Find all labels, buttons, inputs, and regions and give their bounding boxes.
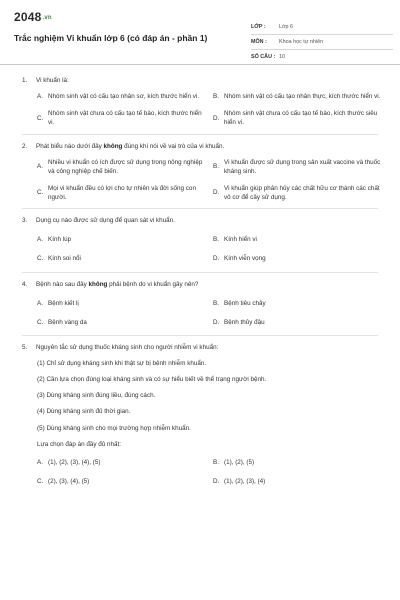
- option-text: Vi khuẩn giúp phân hủy các chất hữu cơ thành các chất vô cơ để cây sử dụng.: [224, 184, 380, 201]
- statement: (4) Dùng kháng sinh đủ thời gian.: [37, 408, 131, 416]
- option-letter: B.: [213, 236, 219, 244]
- option-letter: A.: [37, 458, 43, 466]
- option-letter: D.: [213, 477, 220, 485]
- option-text: Bệnh vàng da: [48, 318, 87, 326]
- option-d[interactable]: [213, 254, 385, 263]
- meta-row-count: [251, 50, 393, 65]
- option-c[interactable]: [37, 184, 209, 202]
- option-text: Bệnh tiêu chảy: [224, 299, 266, 307]
- statement: (3) Dùng kháng sinh đúng liều, đúng cách.: [37, 392, 156, 400]
- option-letter: B.: [213, 93, 219, 101]
- answer-options: [37, 158, 392, 203]
- option-letter: D.: [213, 114, 220, 122]
- option-b[interactable]: [213, 235, 385, 244]
- question-4: [22, 273, 392, 335]
- question-text-part: phải bệnh do vi khuẩn gây nên?: [107, 280, 199, 288]
- question-5: [22, 336, 392, 486]
- question-header: [22, 76, 392, 85]
- option-letter: C.: [37, 477, 44, 485]
- option-text: Bệnh kiết lị: [48, 299, 79, 307]
- question-number: 1.: [22, 77, 28, 84]
- option-letter: C.: [37, 318, 44, 326]
- option-a[interactable]: [37, 92, 209, 101]
- meta-row-subject: [251, 35, 393, 50]
- question-text-part: đúng khi nói về vai trò của vi khuẩn.: [122, 142, 225, 150]
- answer-prompt: Lựa chọn đáp án đầy đủ nhất:: [37, 440, 122, 448]
- question-text-part: Phát biểu nào dưới đây: [36, 142, 104, 150]
- option-letter: A.: [37, 236, 43, 244]
- option-c[interactable]: [37, 477, 209, 486]
- question-text-part: Bệnh nào sau đây: [36, 280, 89, 288]
- logo-suffix: .vn: [42, 14, 52, 21]
- meta-row-grade: [251, 20, 393, 35]
- option-letter: C.: [37, 114, 44, 122]
- option-b[interactable]: [213, 158, 385, 176]
- option-text: Kính soi nổi: [48, 255, 81, 263]
- answer-options: [37, 458, 392, 486]
- meta-value: 10: [279, 54, 285, 60]
- option-b[interactable]: [213, 92, 385, 101]
- option-a[interactable]: [37, 299, 209, 308]
- question-emphasis: không: [88, 280, 108, 288]
- option-text: Kính lúp: [48, 236, 72, 244]
- question-2: [22, 135, 392, 209]
- option-letter: B.: [213, 299, 219, 307]
- option-text: (1), (2), (3), (4): [224, 477, 266, 485]
- option-c[interactable]: [37, 318, 209, 327]
- option-text: Kính viễn vọng: [224, 255, 266, 263]
- option-letter: B.: [213, 163, 219, 171]
- question-text: [36, 76, 392, 85]
- option-a[interactable]: [37, 158, 209, 176]
- question-emphasis: không: [103, 142, 123, 150]
- site-logo[interactable]: [14, 10, 52, 24]
- option-text: Nhóm sinh vật chưa có cấu tạo tế bào, kích thước hiển vi.: [48, 110, 202, 127]
- option-c[interactable]: [37, 109, 209, 127]
- question-list: [22, 76, 392, 486]
- question-number: 2.: [22, 142, 28, 150]
- option-a[interactable]: [37, 458, 209, 467]
- option-text: (1), (2), (5): [224, 458, 255, 466]
- option-letter: D.: [213, 255, 220, 263]
- question-header: [22, 142, 392, 151]
- meta-key: MÔN :: [251, 39, 267, 45]
- meta-key: LỚP :: [251, 24, 266, 30]
- option-letter: A.: [37, 299, 43, 307]
- header-divider: [0, 64, 400, 65]
- quiz-meta: [251, 20, 393, 65]
- question-text-part: Dụng cụ nào được sử dụng để quan sát vi khuẩn.: [36, 217, 175, 225]
- question-number: 5.: [22, 343, 28, 351]
- question-1: [22, 76, 392, 134]
- option-text: Bệnh thủy đậu: [224, 318, 265, 326]
- question-3: [22, 209, 392, 271]
- logo-main: 2048: [14, 10, 42, 24]
- question-header: [22, 343, 392, 352]
- option-text: Kính hiển vi: [224, 236, 257, 244]
- option-letter: A.: [37, 93, 43, 101]
- option-d[interactable]: [213, 477, 385, 486]
- option-text: (2), (3), (4), (5): [48, 477, 90, 485]
- option-c[interactable]: [37, 254, 209, 263]
- statement: (5) Dùng kháng sinh cho mọi trường hợp nhiễm khuẩn.: [37, 424, 191, 432]
- question-text: [36, 216, 392, 225]
- question-text: [36, 142, 392, 151]
- question-text-part: Vi khuẩn là:: [36, 77, 69, 84]
- answer-options: [37, 299, 392, 327]
- option-letter: C.: [37, 255, 44, 263]
- option-text: Nhóm sinh vật có cấu tạo nhân sơ, kích thước hiển vi.: [48, 93, 200, 101]
- option-text: Mọi vi khuẩn đều có lợi cho tự nhiên và đời sống con người.: [48, 184, 196, 201]
- statement: (2) Cần lựa chọn đúng loại kháng sinh và có sự hiểu biết về thể trạng người bệnh.: [37, 376, 267, 384]
- answer-options: [37, 235, 392, 263]
- option-text: Nhiều vi khuẩn có ích được sử dụng trong nông nghiệp và công nghiệp chế biến.: [48, 158, 203, 175]
- question-number: 3.: [22, 217, 28, 225]
- question-header: [22, 216, 392, 225]
- meta-value: Lớp 6: [279, 24, 294, 30]
- option-text: Vi khuẩn được sử dụng trong sản xuất vaccine và thuốc kháng sinh.: [224, 158, 381, 175]
- option-text: Nhóm sinh vật có cấu tạo nhân thực, kích thước hiển vi.: [224, 93, 381, 101]
- page-title: Trắc nghiệm Vi khuẩn lớp 6 (có đáp án - phần 1): [14, 33, 208, 43]
- answer-options: [37, 92, 392, 127]
- option-letter: A.: [37, 163, 43, 171]
- meta-key: SỐ CÂU :: [251, 54, 276, 60]
- question-text: [36, 280, 392, 289]
- option-b[interactable]: [213, 458, 385, 467]
- page-header: [14, 10, 386, 66]
- option-text: (1), (2), (3), (4), (5): [48, 458, 101, 466]
- option-a[interactable]: [37, 235, 209, 244]
- question-header: [22, 280, 392, 289]
- question-number: 4.: [22, 280, 28, 288]
- option-letter: D.: [213, 189, 220, 197]
- meta-value: Khoa học tự nhiên: [279, 39, 324, 45]
- option-d[interactable]: [213, 318, 385, 327]
- option-text: Nhóm sinh vật chưa có cấu tạo tế bào, kích thước siêu hiển vi.: [224, 110, 378, 127]
- option-letter: D.: [213, 318, 220, 326]
- option-letter: B.: [213, 458, 219, 466]
- option-d[interactable]: [213, 184, 385, 202]
- question-text: Nguyên tắc sử dụng thuốc kháng sinh cho người nhiễm vi khuẩn:: [36, 343, 219, 351]
- statement: (1) Chỉ sử dụng kháng sinh khi thật sự bị bệnh nhiễm khuẩn.: [37, 360, 207, 367]
- option-letter: C.: [37, 189, 44, 197]
- option-b[interactable]: [213, 299, 385, 308]
- option-d[interactable]: [213, 109, 385, 127]
